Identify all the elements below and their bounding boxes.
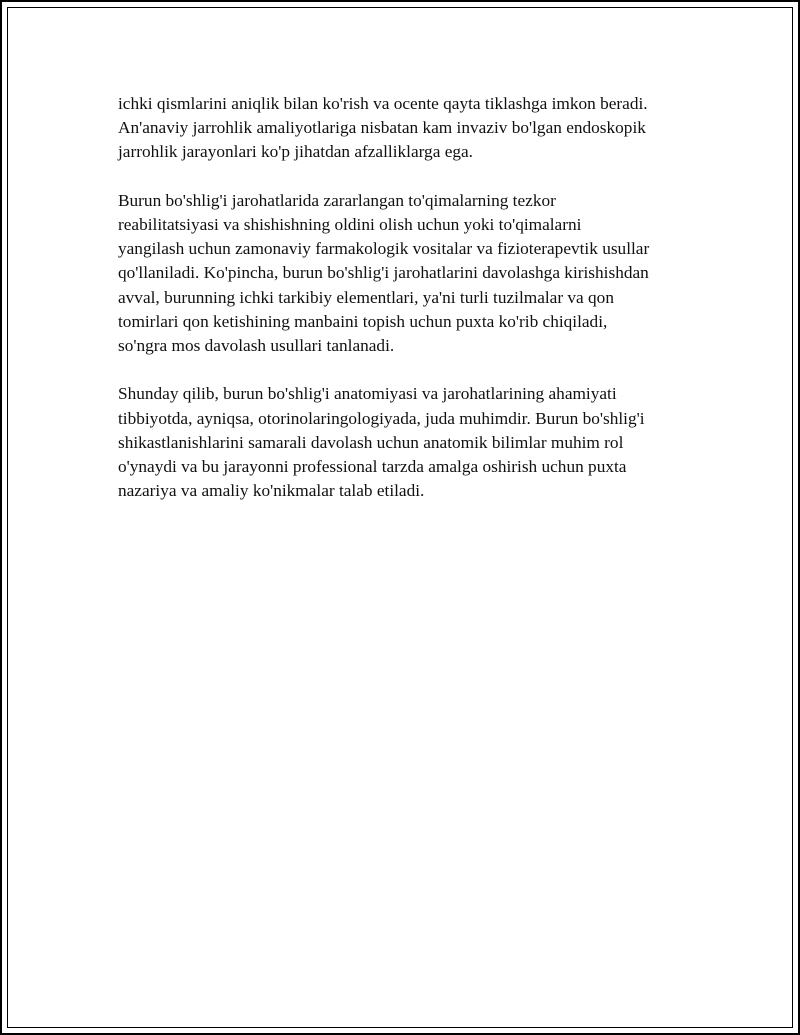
- text-line: so'ngra mos davolash usullari tanlanadi.: [118, 336, 395, 356]
- text-line: qo'llaniladi. Ko'pincha, burun bo'shlig'i jarohatlarini davolashga kirishishdan: [118, 263, 649, 283]
- text-line: ichki qismlarini aniqlik bilan ko'rish va ocente qayta tiklashga imkon beradi.: [118, 94, 648, 113]
- text-line: tomirlari qon ketishining manbaini topish uchun puxta ko'rib chiqiladi,: [118, 311, 608, 331]
- text-line: nazariya va amaliy ko'nikmalar talab etiladi.: [118, 481, 425, 501]
- paragraph-3: [118, 382, 708, 503]
- text-line: tibbiyotda, ayniqsa, otorinolaringologiyada, juda muhimdir. Burun bo'shlig'i: [118, 408, 645, 428]
- paragraph-2: [118, 189, 708, 358]
- text-line: Burun bo'shlig'i jarohatlarida zararlangan to'qimalarning tezkor: [118, 190, 556, 210]
- text-line: reabilitatsiyasi va shishishning oldini olish uchun yoki to'qimalarni: [118, 215, 582, 234]
- text-line: shikastlanishlarini samarali davolash uchun anatomik bilimlar muhim rol: [118, 432, 624, 452]
- text-line: avval, burunning ichki tarkibiy elementlari, ya'ni turli tuzilmalar va qon: [118, 287, 614, 307]
- paragraph-1: [118, 92, 708, 165]
- text-line: o'ynaydi va bu jarayonni professional tarzda amalga oshirish uchun puxta: [118, 457, 627, 477]
- text-line: jarrohlik jarayonlari ko'p jihatdan afzalliklarga ega.: [118, 142, 473, 162]
- document-body: [118, 92, 708, 528]
- text-line: Shunday qilib, burun bo'shlig'i anatomiyasi va jarohatlarining ahamiyati: [118, 384, 617, 404]
- text-line: yangilash uchun zamonaviy farmakologik vositalar va fizioterapevtik usullar: [118, 239, 650, 259]
- text-line: An'anaviy jarrohlik amaliyotlariga nisbatan kam invaziv bo'lgan endoskopik: [118, 118, 646, 138]
